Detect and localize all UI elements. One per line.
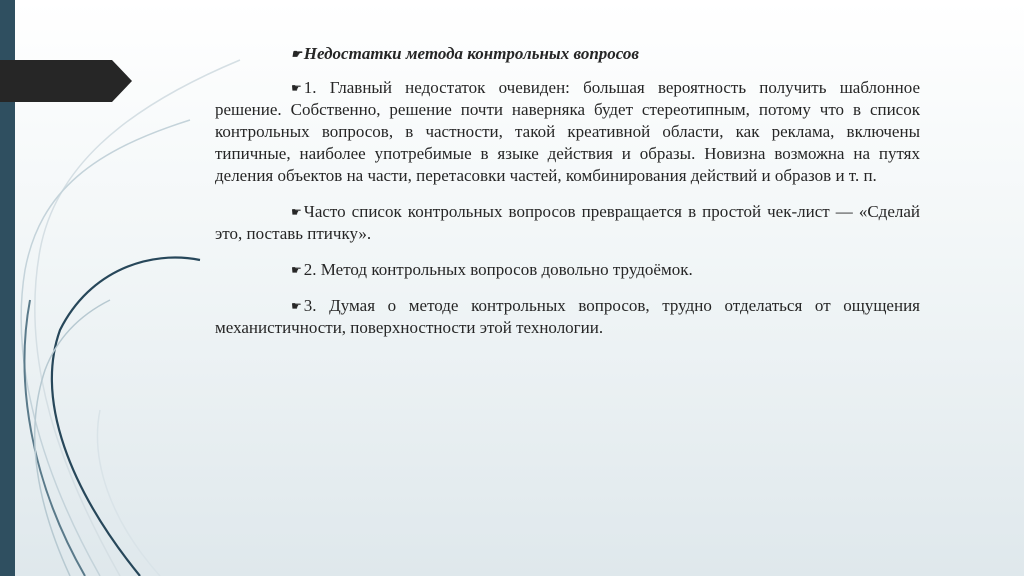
slide-title-text: Недостатки метода контрольных вопросов — [303, 44, 640, 63]
paragraph-4 — [215, 295, 920, 339]
slide-content — [215, 43, 920, 353]
paragraph-3 — [215, 259, 920, 281]
paragraph-text: 3. Думая о методе контрольных вопросов, трудно отделаться от ощущения механистичности, поверхностности этой технологии. — [215, 296, 920, 337]
pointing-hand-icon: ☛ — [291, 47, 302, 61]
slide-title — [215, 43, 920, 65]
pointing-hand-icon: ☛ — [291, 299, 302, 313]
pointing-hand-icon: ☛ — [291, 81, 302, 95]
pointing-hand-icon: ☛ — [291, 205, 302, 219]
paragraph-2 — [215, 201, 920, 245]
pointing-hand-icon: ☛ — [291, 263, 302, 277]
arrow-tab-shape — [0, 60, 132, 102]
paragraph-text: 2. Метод контрольных вопросов довольно трудоёмок. — [303, 260, 693, 279]
paragraph-1 — [215, 77, 920, 187]
paragraph-text: Часто список контрольных вопросов превращается в простой чек-лист — «Сделай это, поставь птичку». — [215, 202, 920, 243]
paragraph-text: 1. Главный недостаток очевиден: большая вероятность получить шаблонное решение. Собственно, решение почти наверняка будет стереотипным, потому что в список контрольных вопросов, в частности, такой креативной области, как реклама, включены типичные, наиболее употребимые в языке действия и образы. Новизна возможна на путях деления объектов на части, перетасовки частей, комбинирования действий и образов и т. п. — [215, 78, 920, 185]
